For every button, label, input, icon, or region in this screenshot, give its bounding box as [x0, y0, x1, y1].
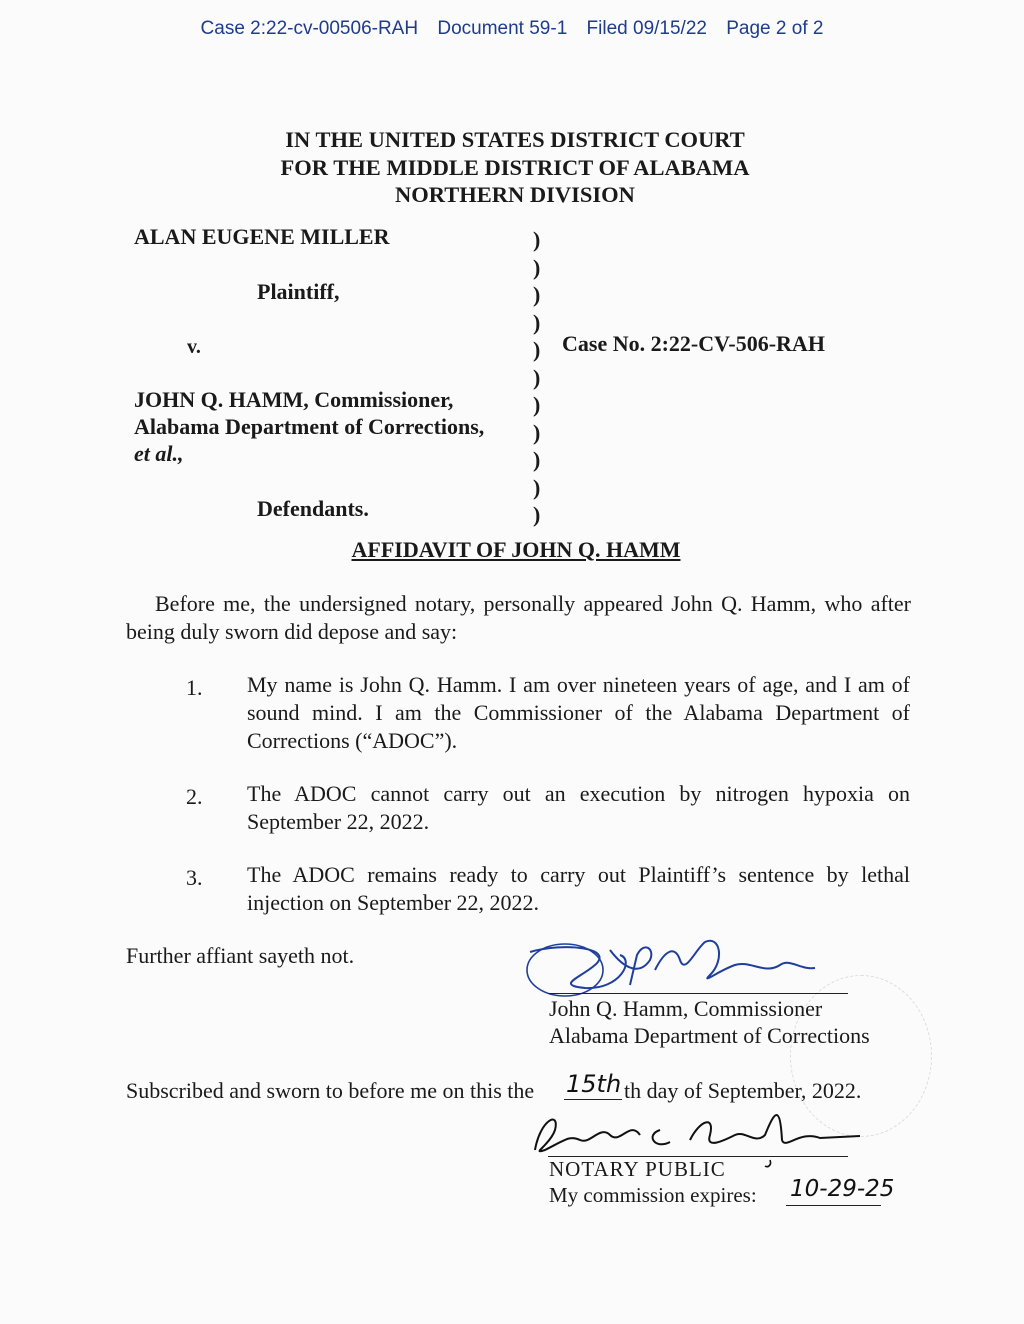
court-line-3: NORTHERN DIVISION: [395, 182, 635, 207]
versus-label: v.: [187, 336, 201, 358]
paren: ): [533, 392, 541, 417]
paren: ): [533, 419, 541, 445]
affiant-name-line: John Q. Hamm, Commissioner: [549, 996, 823, 1021]
sworn-statement-suffix: th day of September, 2022.: [624, 1078, 862, 1103]
item-text-2: The ADOC cannot carry out an execution by nitrogen hypoxia on September 22, 2022.: [247, 781, 910, 834]
filing-header: [0, 18, 1024, 40]
plaintiff-label: Plaintiff,: [257, 279, 340, 304]
document-number-header: Document 59-1: [437, 18, 568, 39]
affidavit-title: AFFIDAVIT OF JOHN Q. HAMM: [351, 537, 681, 562]
commission-expires-label: My commission expires:: [549, 1183, 757, 1207]
paren: ): [533, 337, 541, 362]
paren: ): [533, 282, 541, 307]
plaintiff-name: ALAN EUGENE MILLER: [134, 224, 390, 249]
paren: ): [533, 309, 541, 335]
defendant-label: Defendants.: [257, 496, 369, 521]
defendant-line-2: Alabama Department of Corrections,: [134, 414, 485, 439]
further-affiant-text: Further affiant sayeth not.: [126, 943, 355, 968]
court-line-2: FOR THE MIDDLE DISTRICT OF ALABAMA: [280, 154, 750, 180]
affiant-organization-line: Alabama Department of Corrections: [549, 1023, 870, 1048]
sworn-day-handwritten: 15th: [566, 1070, 622, 1098]
filed-date-header: Filed 09/15/22: [586, 18, 707, 39]
page-count-header: Page 2 of 2: [726, 18, 824, 39]
paren: ): [533, 502, 541, 527]
defendant-line-3: et al.,: [134, 441, 184, 466]
item-text-1: My name is John Q. Hamm. I am over nineteen years of age, and I am of sound mind. I am the Commissioner of the Alabama Department of Corrections (“ADOC”).: [247, 672, 910, 753]
case-number: Case No. 2:22-CV-506-RAH: [562, 331, 825, 356]
affiant-signature-line: [548, 993, 848, 994]
paren: ): [533, 227, 541, 252]
item-text-3: The ADOC remains ready to carry out Plaintiff’s sentence by lethal injection on September 22, 2022.: [247, 862, 910, 915]
paren: ): [533, 474, 541, 500]
commission-expires-date: 10-29-25: [790, 1176, 895, 1202]
item-number-3: 3.: [186, 865, 203, 890]
intro-paragraph: Before me, the undersigned notary, personally appeared John Q. Hamm, who after being duly sworn did depose and say:: [126, 591, 911, 644]
item-number-2: 2.: [186, 784, 203, 809]
paren: ): [533, 254, 541, 280]
affiant-signature: [525, 930, 845, 1000]
case-number-header: Case 2:22-cv-00506-RAH: [200, 18, 419, 39]
court-line-1: IN THE UNITED STATES DISTRICT COURT: [285, 127, 745, 152]
paren: ): [533, 364, 541, 390]
caption-parentheses: [533, 226, 547, 529]
commission-date-line: [786, 1205, 881, 1206]
item-number-1: 1.: [186, 675, 203, 700]
defendant-line-1: JOHN Q. HAMM, Commissioner,: [134, 387, 454, 412]
court-heading: [0, 126, 1024, 209]
paren: ): [533, 447, 541, 472]
notary-public-label: NOTARY PUBLIC: [549, 1157, 726, 1181]
sworn-statement-prefix: Subscribed and sworn to before me on this the: [126, 1078, 535, 1103]
